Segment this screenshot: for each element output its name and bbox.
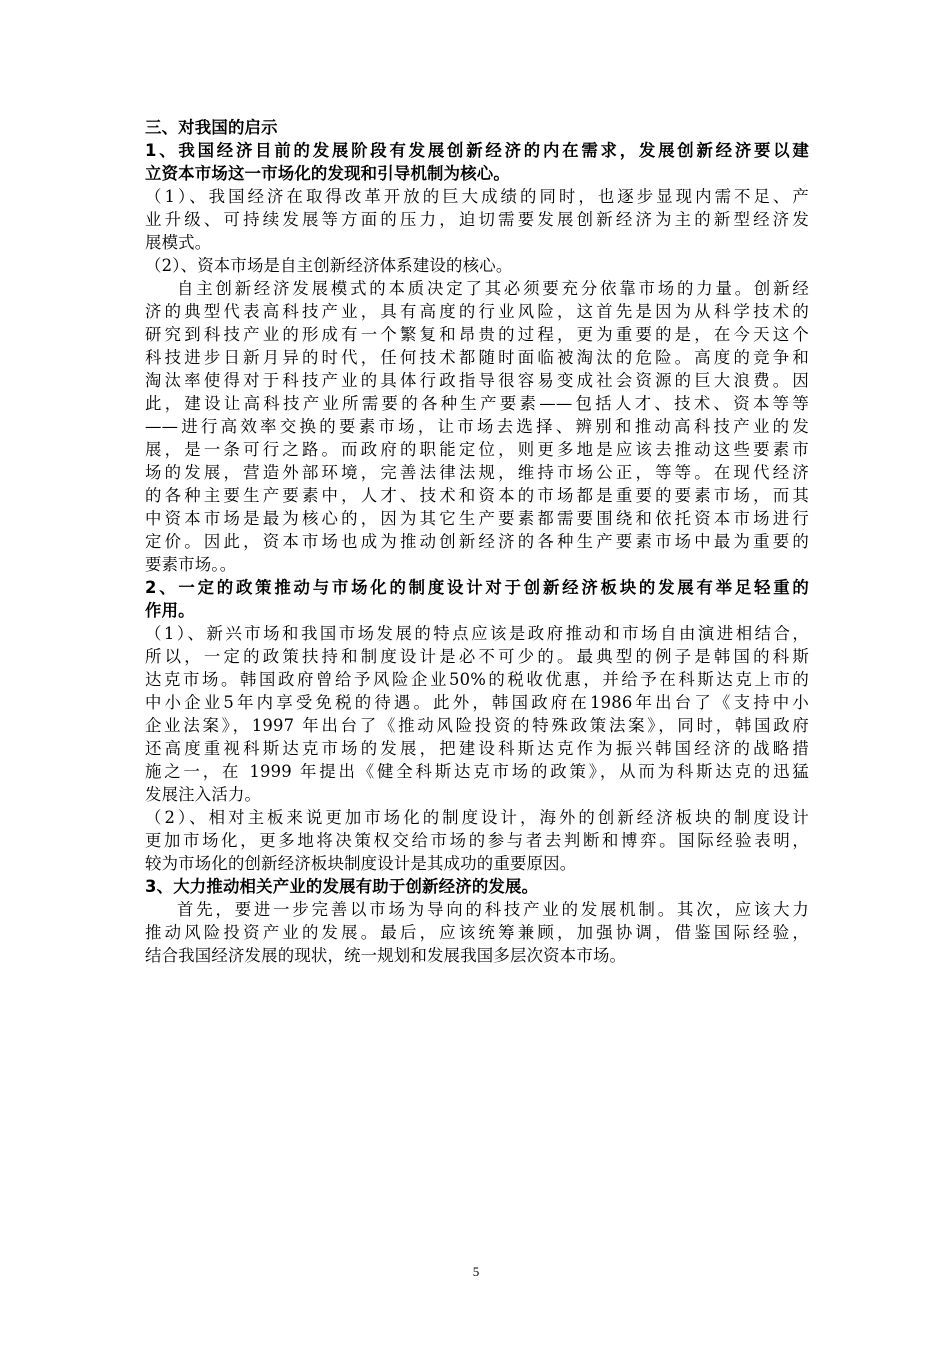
paragraph-line: 施之一，在 1999 年提出《健全科斯达克市场的政策》，从而为科斯达克的迅猛: [145, 762, 809, 781]
paragraph-line: 展，是一条可行之路。而政府的职能定位，则更多地是应该去推动这些要素市: [145, 440, 809, 459]
paragraph-line: 济的典型代表高科技产业，具有高度的行业风险，这首先是因为从科学技术的: [145, 302, 809, 321]
paragraph-line: 达克市场。韩国政府曾给予风险企业50%的税收优惠，并给予在科斯达克上市的: [145, 670, 809, 689]
paragraph-line: 定价。因此，资本市场也成为推动创新经济的各种生产要素市场中最为重要的: [145, 532, 809, 551]
paragraph-line: 此，建设让高科技产业所需要的各种生产要素——包括人才、技术、资本等等: [145, 394, 809, 413]
paragraph-line: 科技进步日新月异的时代，任何技术都随时面临被淘汰的危险。高度的竞争和: [145, 348, 809, 367]
paragraph-line: 中小企业5年内享受免税的待遇。此外，韩国政府在1986年出台了《支持中小: [145, 693, 809, 712]
paragraph-line: ——进行高效率交换的要素市场，让市场去选择、辨别和推动高科技产业的发: [145, 417, 809, 436]
paragraph-line: 结合我国经济发展的现状，统一规划和发展我国多层次资本市场。: [145, 946, 627, 965]
paragraph-line: 要素市场。。: [145, 555, 237, 574]
paragraph-line: 的各种主要生产要素中，人才、技术和资本的市场都是重要的要素市场，而其: [145, 486, 809, 505]
paragraph-line: （1）、新兴市场和我国市场发展的特点应该是政府推动和市场自由演进相结合，: [145, 624, 809, 643]
paragraph-2-2: [145, 806, 809, 875]
paragraph-line: 自主创新经济发展模式的本质决定了其必须要充分依靠市场的力量。创新经: [177, 279, 809, 298]
paragraph-3-1: [145, 898, 809, 967]
paragraph-1-3: [145, 277, 809, 576]
paragraph-line: 推动风险投资产业的发展。最后，应该统筹兼顾，加强协调，借鉴国际经验，: [145, 923, 809, 942]
page-content: [145, 116, 809, 967]
heading-1-line: 1、我国经济目前的发展阶段有发展创新经济的内在需求，发展创新经济要以建: [145, 141, 809, 160]
paragraph-line: 企业法案》，1997 年出台了《推动风险投资的特殊政策法案》，同时，韩国政府: [145, 716, 809, 735]
paragraph-line: 场的发展，营造外部环境，完善法律法规，维持市场公正，等等。在现代经济: [145, 463, 809, 482]
paragraph-line: 业升级、可持续发展等方面的压力，迫切需要发展创新经济为主的新型经济发: [145, 210, 809, 229]
paragraph-line: 研究到科技产业的形成有一个繁复和昂贵的过程，更为重要的是，在今天这个: [145, 325, 809, 344]
paragraph-line: 发展注入活力。: [145, 785, 262, 804]
paragraph-line: 首先，要进一步完善以市场为导向的科技产业的发展机制。其次，应该大力: [177, 900, 809, 919]
paragraph-1-1: [145, 185, 809, 254]
paragraph-2-1: [145, 622, 809, 806]
paragraph-line: 所以，一定的政策扶持和制度设计是必不可少的。最典型的例子是韩国的科斯: [145, 647, 809, 666]
paragraph-line: （2）、资本市场是自主创新经济体系建设的核心。: [145, 256, 513, 275]
paragraph-1-2: [145, 254, 809, 277]
paragraph-line: 还高度重视科斯达克市场的发展，把建设科斯达克作为振兴韩国经济的战略措: [145, 739, 809, 758]
paragraph-line: 淘汰率使得对于科技产业的具体行政指导很容易变成社会资源的巨大浪费。因: [145, 371, 809, 390]
paragraph-line: （2）、相对主板来说更加市场化的制度设计，海外的创新经济板块的制度设计: [145, 808, 809, 827]
heading-1-line: 立资本市场这一市场化的发现和引导机制为核心。: [145, 164, 510, 183]
paragraph-line: 展模式。: [145, 233, 212, 252]
paragraph-line: （1）、我国经济在取得改革开放的巨大成绩的同时，也逐步显现内需不足、产: [145, 187, 809, 206]
heading-3: [145, 875, 809, 898]
section-title: 三、对我国的启示: [145, 118, 278, 137]
heading-1: [145, 139, 809, 185]
paragraph-line: 较为市场化的创新经济板块制度设计是其成功的重要原因。: [145, 854, 577, 873]
heading-2-line: 作用。: [145, 601, 195, 620]
paragraph-line: 更加市场化，更多地将决策权交给市场的参与者去判断和博弈。国际经验表明，: [145, 831, 809, 850]
heading-3-line: 3、大力推动相关产业的发展有助于创新经济的发展。: [145, 877, 539, 896]
paragraph-line: 中资本市场是最为核心的，因为其它生产要素都需要围绕和依托资本市场进行: [145, 509, 809, 528]
heading-2: [145, 576, 809, 622]
heading-2-line: 2、一定的政策推动与市场化的制度设计对于创新经济板块的发展有举足轻重的: [145, 578, 809, 597]
page-number: 5: [472, 1264, 480, 1279]
